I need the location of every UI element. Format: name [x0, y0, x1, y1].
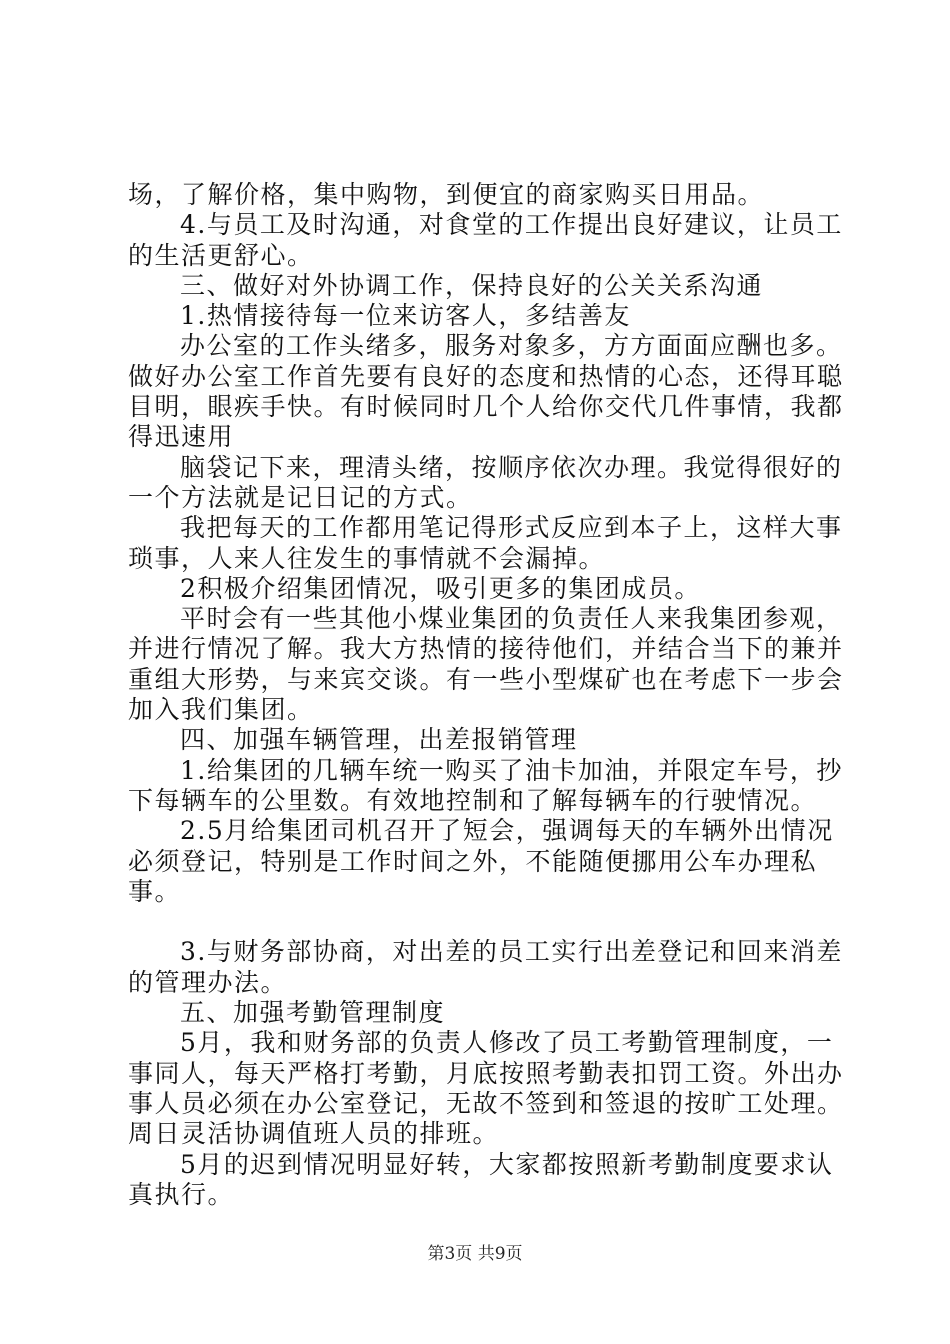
paragraph-notebook: 我把每天的工作都用笔记得形式反应到本子上，这样大事琐事，人来人往发生的事情就不会漏掉。 — [128, 513, 843, 573]
paragraph-item-2-drivers-meeting: 2.5月给集团司机召开了短会，强调每天的车辆外出情况必须登记，特别是工作时间之外，不能随便挪用公车办理私事。 — [128, 816, 834, 906]
paragraph-item-4-canteen: 4.与员工及时沟通，对食堂的工作提出良好建议，让员工的生活更舒心。 — [128, 210, 843, 270]
paragraph-item-1-reception: 1.热情接待每一位来访客人，多结善友 — [180, 301, 631, 331]
paragraph-visitors: 平时会有一些其他小煤业集团的负责任人来我集团参观，并进行情况了解。我大方热情的接待他们，并结合当下的兼并重组大形势，与来宾交谈。有一些小型煤矿也在考虑下一步会加入我们集团。 — [128, 604, 844, 725]
document-body — [128, 180, 848, 1210]
paragraph-office-work: 办公室的工作头绪多，服务对象多，方方面面应酬也多。做好办公室工作首先要有良好的态度和热情的心态，还得耳聪目明，眼疾手快。有时候同时几个人给你交代几件事情，我都得迅速用 — [128, 331, 844, 452]
section-heading-3: 三、做好对外协调工作，保持良好的公关关系沟通 — [180, 270, 764, 300]
paragraph-memory: 脑袋记下来，理清头绪，按顺序依次办理。我觉得很好的一个方法就是记日记的方式。 — [128, 452, 843, 512]
blank-line — [128, 907, 848, 937]
paragraph-item-2-introduce: 2积极介绍集团情况，吸引更多的集团成员。 — [180, 573, 701, 603]
page-number-footer: 第3页 共9页 — [427, 1244, 523, 1264]
section-heading-4: 四、加强车辆管理，出差报销管理 — [180, 725, 578, 755]
paragraph-continuation: 场，了解价格，集中购物，到便宜的商家购买日用品。 — [128, 180, 765, 209]
paragraph-item-1-fuel-card: 1.给集团的几辆车统一购买了油卡加油，并限定车号，抄下每辆车的公里数。有效地控制和了解每辆车的行驶情况。 — [128, 755, 843, 815]
paragraph-attendance-policy: 5月，我和财务部的负责人修改了员工考勤管理制度，一事同人，每天严格打考勤，月底按照考勤表扣罚工资。外出办事人员必须在办公室登记，无故不签到和签退的按旷工处理。周日灵活协调值班人员的排班。 — [128, 1028, 844, 1149]
paragraph-item-3-travel: 3.与财务部协商，对出差的员工实行出差登记和回来消差的管理办法。 — [128, 937, 843, 997]
paragraph-attendance-result: 5月的迟到情况明显好转，大家都按照新考勤制度要求认真执行。 — [128, 1149, 834, 1209]
section-heading-5: 五、加强考勤管理制度 — [180, 998, 446, 1028]
